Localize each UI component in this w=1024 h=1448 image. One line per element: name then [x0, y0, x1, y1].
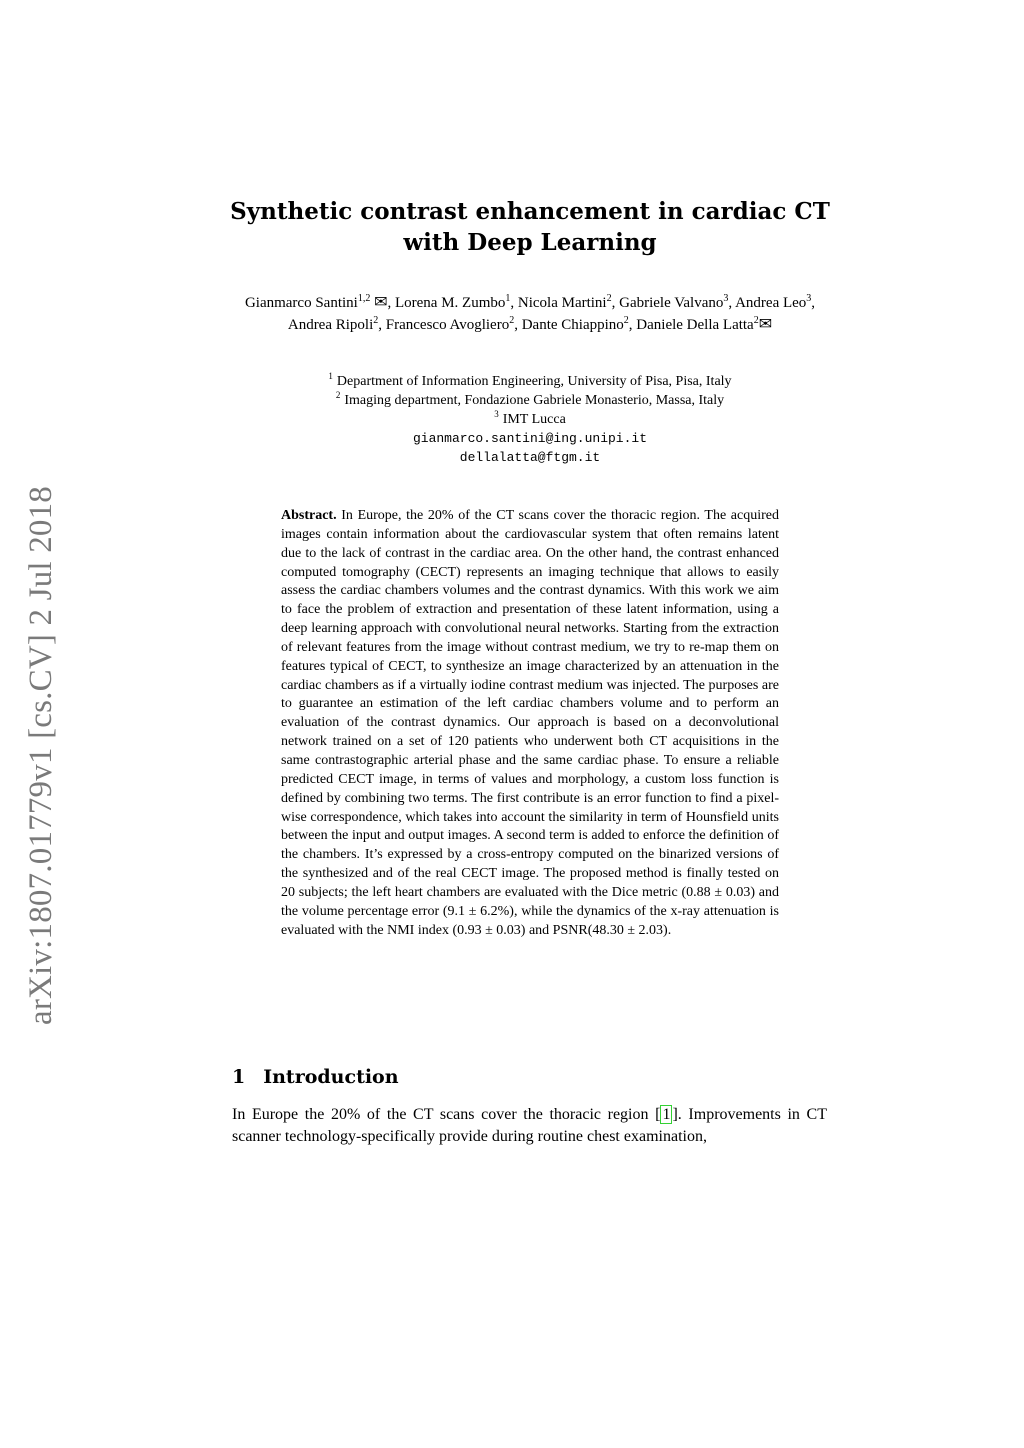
author-name: Nicola Martini	[517, 295, 607, 311]
intro-text-after: . Improvements in CT scanner technology-specifically provide during routine chest examination,	[232, 1106, 828, 1145]
author-list: Gianmarco Santini$^{1,2}$ ✉, Lorena M. Zumbo$^1$, Nicola Martini$^2$, Gabriele Valvano$^3$, Andrea Leo$^3$, Andrea Ripoli$^2$, Francesco Avogliero$^2$, Dante Chiappino$^2$, Daniele Della Latta$^2$✉	[244, 293, 816, 333]
author-name: Dante Chiappino	[521, 317, 624, 333]
abstract	[281, 507, 779, 940]
section-number: 1	[232, 1066, 246, 1088]
affiliation-2	[220, 391, 840, 410]
abstract-label: Abstract.	[281, 508, 337, 523]
author-name: Andrea Leo	[735, 295, 807, 311]
affiliation-1	[220, 372, 840, 391]
affiliations	[220, 372, 840, 467]
author-name: Francesco Avogliero	[385, 317, 510, 333]
author-name: Daniele Della Latta	[636, 317, 754, 333]
author-affil-sup: 2	[373, 315, 379, 326]
arxiv-stamp	[20, 470, 64, 1040]
author-affil-sup: 2	[623, 315, 629, 326]
intro-text-before: In Europe the 20% of the CT scans cover the thoracic region	[232, 1106, 656, 1123]
affiliation-text: Imaging department, Fondazione Gabriele Monasterio, Massa, Italy	[344, 393, 725, 408]
affiliation-text: Department of Information Engineering, University of Pisa, Pisa, Italy	[336, 374, 732, 389]
author-name: Lorena M. Zumbo	[394, 295, 506, 311]
author-name: Gianmarco Santini	[244, 295, 358, 311]
section-heading	[232, 1066, 399, 1088]
envelope-icon[interactable]: ✉	[374, 294, 388, 311]
author-affil-sup: 2	[509, 315, 515, 326]
affiliation-number: 1	[328, 371, 333, 382]
affiliation-number: 3	[494, 409, 499, 420]
affiliation-text: IMT Lucca	[502, 412, 566, 427]
envelope-icon[interactable]: ✉	[758, 316, 773, 333]
author-name: Gabriele Valvano	[619, 295, 724, 311]
email-2[interactable]: dellalatta@ftgm.it	[459, 450, 601, 465]
section-title: Introduction	[263, 1066, 399, 1088]
citation-link[interactable]: 1	[662, 1106, 671, 1123]
author-affil-sup: 2	[606, 293, 612, 304]
intro-paragraph: In Europe the 20% of the CT scans cover the thoracic region [ 1 ]. Improvements in CT scanner technology-specifically provide during routine chest examination,	[232, 1106, 828, 1145]
email-1[interactable]: gianmarco.santini@ing.unipi.it	[412, 431, 648, 446]
paper-title	[200, 196, 860, 258]
author-affil-sup: 2	[753, 315, 759, 326]
title-line-2: with Deep Learning	[403, 229, 657, 256]
affiliation-3	[220, 410, 840, 429]
author-affil-sup: 1	[505, 293, 511, 304]
author-name: Andrea Ripoli	[287, 317, 374, 333]
arxiv-id: arXiv:1807.01779v1 [cs.CV] 2 Jul 2018	[23, 485, 60, 1025]
affiliation-number: 2	[335, 390, 341, 401]
title-line-1: Synthetic contrast enhancement in cardiac CT	[230, 198, 830, 225]
abstract-text: In Europe, the 20% of the CT scans cover the thoracic region. The acquired images contain information about the cardiovascular system that often remains latent due to the lack of contrast in the cardiac area. On the other hand, the contrast enhanced computed tomography (CECT) represents an imaging technique that allows to easily assess the cardiac chambers volumes and the contrast dynamics. With this work we aim to face the problem of extraction and presentation of these latent information, using a deep learning approach with convolutional neural networks. Starting from the extraction of relevant features from the image without contrast medium, we try to re-map them on features typical of CECT, to synthesize an image characterized by an attenuation in the cardiac chambers as if a virtually iodine contrast medium was injected. The purposes are to guarantee an estimation of the left cardiac chambers volume and to perform an evaluation of the contrast dynamics. Our approach is based on a deconvolutional network trained on a set of 120 patients who underwent both CT acquisitions in the same contrastographic arterial phase and the same cardiac phase. To ensure a reliable predicted CECT image, in terms of values and morphology, a custom loss function is defined by combining two terms. The first contribute is an error function to find a pixel-wise correspondence, which takes into account the similarity in term of Hounsfield units between the input and output images. A second term is added to enforce the definition of the chambers. It’s expressed by a cross-entropy computed on the binarized versions of the synthesized and of the real CECT image. The proposed method is finally tested on 20 subjects; the left heart chambers are evaluated with the Dice metric (0.88 ± 0.03) and the volume percentage error (9.1 ± 6.2%), while the dynamics of the x-ray attenuation is evaluated with the NMI index (0.93 ± 0.03) and PSNR(48.30 ± 2.03).	[281, 508, 779, 938]
author-affil-sup: 3	[723, 293, 729, 304]
author-affil-sup: 3	[806, 293, 812, 304]
author-affil-sup: 1,2	[357, 293, 371, 304]
